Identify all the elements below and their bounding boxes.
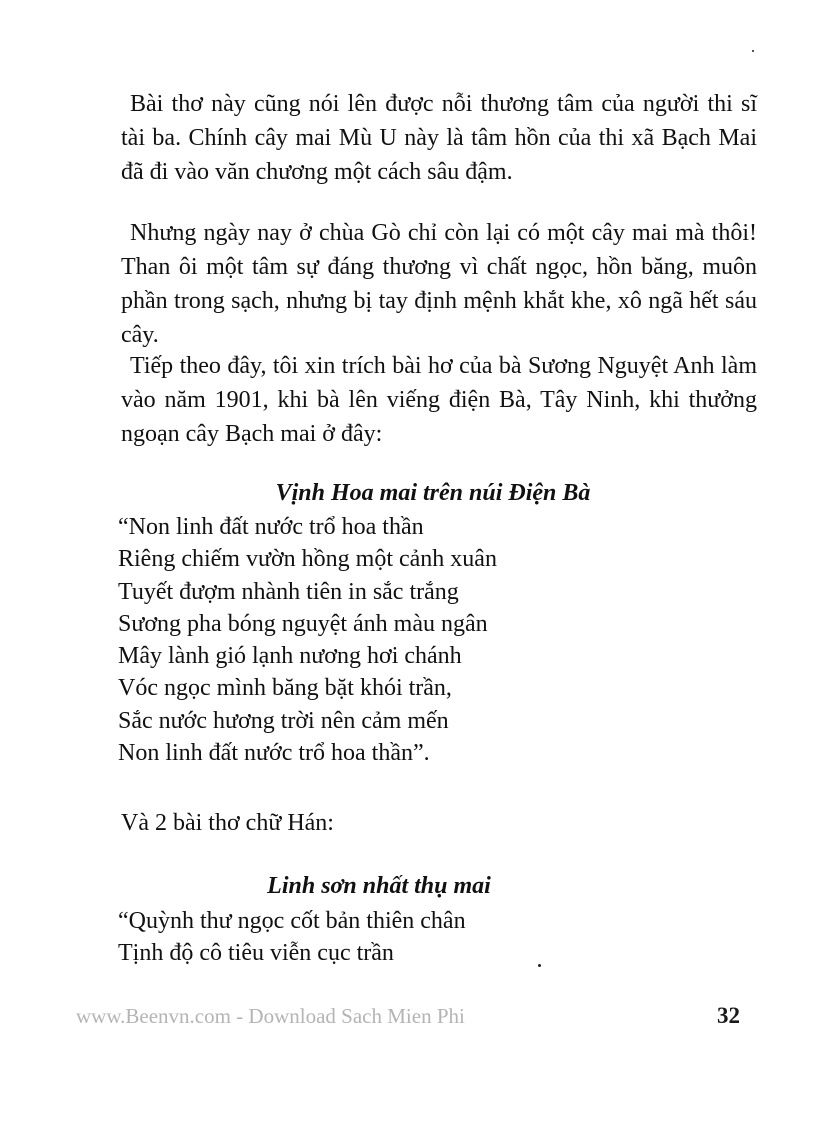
page-number: 32 — [717, 1003, 740, 1028]
poem-line: Non linh đất nước trổ hoa thần”. — [118, 740, 430, 767]
scan-speck — [752, 50, 754, 52]
watermark: www.Beenvn.com - Download Sach Mien Phi — [76, 1004, 465, 1028]
poem-line: “Quỳnh thư ngọc cốt bản thiên chân — [118, 908, 466, 934]
body-paragraph: Tiếp theo đây, tôi xin trích bài hơ của bà Sương Nguyệt Anh làm vào năm 1901, khi bà lên viếng điện Bà, Tây Ninh, khi thưởng ngoạn cây Bạch mai ở đây: — [121, 353, 757, 447]
poem-line: Mây lành gió lạnh nương hơi chánh — [118, 643, 462, 670]
body-paragraph: Nhưng ngày nay ở chùa Gò chỉ còn lại có một cây mai mà thôi! Than ôi một tâm sự đáng thương vì chất ngọc, hồn băng, muôn phần trong sạch, nhưng bị tay định mệnh khắt khe, xô ngã hết sáu cây. — [121, 220, 757, 348]
poem-verse — [118, 511, 497, 769]
poem-title: Vịnh Hoa mai trên núi Điện Bà — [275, 480, 591, 506]
poem-title: Linh sơn nhất thụ mai — [267, 873, 491, 899]
poem-line: “Non linh đất nước trổ hoa thần — [118, 514, 424, 540]
scan-speck — [538, 964, 541, 967]
poem-line: Tuyết đượm nhành tiên in sắc trắng — [118, 578, 459, 605]
poem-line: Vóc ngọc mình băng bặt khói trần, — [118, 675, 452, 702]
poem-line: Tịnh độ cô tiêu viễn cục trần — [118, 940, 394, 967]
poem-verse — [118, 905, 466, 970]
poem-line: Sắc nước hương trời nên cảm mến — [118, 707, 449, 734]
poem-intro: Và 2 bài thơ chữ Hán: — [121, 810, 334, 836]
body-paragraph: Bài thơ này cũng nói lên được nỗi thương tâm của người thi sĩ tài ba. Chính cây mai Mù U này là tâm hồn của thi xã Bạch Mai đã đi vào văn chương một cách sâu đậm. — [121, 91, 757, 185]
poem-line: Sương pha bóng nguyệt ánh màu ngân — [118, 610, 488, 637]
poem-line: Riêng chiếm vườn hồng một cảnh xuân — [118, 546, 497, 573]
